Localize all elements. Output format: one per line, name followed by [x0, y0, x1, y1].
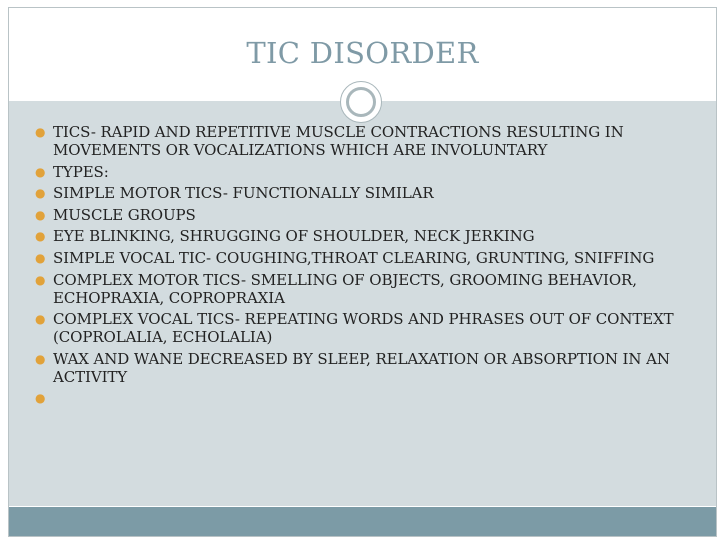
bullet-item: [35, 271, 705, 307]
bullet-text: TYPES:: [53, 162, 109, 181]
bullet-text: SIMPLE MOTOR TICS- FUNCTIONALLY SIMILAR: [53, 184, 434, 203]
bullet-item: [35, 350, 705, 386]
bullet-text: COMPLEX MOTOR TICS- SMELLING OF OBJECTS, GROOMING BEHAVIOR, ECHOPRAXIA, COPROPRAXIA: [53, 270, 637, 307]
bullet-item: [35, 123, 705, 159]
footer-band: [9, 507, 716, 536]
circle-bullet-icon: ●: [35, 207, 46, 222]
bullet-text: EYE BLINKING, SHRUGGING OF SHOULDER, NECK JERKING: [53, 227, 535, 246]
slide-title: TIC DISORDER: [246, 36, 479, 70]
bullet-text: COMPLEX VOCAL TICS- REPEATING WORDS AND PHRASES OUT OF CONTEXT (COPROLALIA, ECHOLALIA): [53, 310, 674, 347]
bullet-item: [35, 249, 705, 267]
bullet-item: [35, 227, 705, 245]
bullet-item: [35, 310, 705, 346]
circle-bullet-icon: ●: [35, 391, 46, 406]
bullet-text: TICS- RAPID AND REPETITIVE MUSCLE CONTRACTIONS RESULTING IN MOVEMENTS OR VOCALIZATIONS WHICH ARE INVOLUNTARY: [53, 123, 624, 159]
circle-ornament-icon: [340, 81, 382, 123]
circle-bullet-icon: ●: [35, 250, 46, 265]
bullet-item: [35, 163, 705, 181]
bullet-item: [35, 184, 705, 202]
circle-bullet-icon: ●: [35, 351, 46, 366]
circle-bullet-icon: ●: [35, 164, 46, 179]
circle-bullet-icon: ●: [35, 229, 46, 244]
bullet-text: WAX AND WANE DECREASED BY SLEEP, RELAXATION OR ABSORPTION IN AN ACTIVITY: [53, 349, 670, 386]
bullet-text: SIMPLE VOCAL TIC- COUGHING,THROAT CLEARING, GRUNTING, SNIFFING: [53, 248, 655, 267]
circle-bullet-icon: ●: [35, 312, 46, 327]
circle-bullet-icon: ●: [35, 272, 46, 287]
bullet-text: MUSCLE GROUPS: [53, 205, 196, 224]
bullet-list: [35, 123, 705, 406]
circle-bullet-icon: ●: [35, 186, 46, 201]
circle-bullet-icon: ●: [35, 125, 46, 139]
bullet-item: [35, 206, 705, 224]
